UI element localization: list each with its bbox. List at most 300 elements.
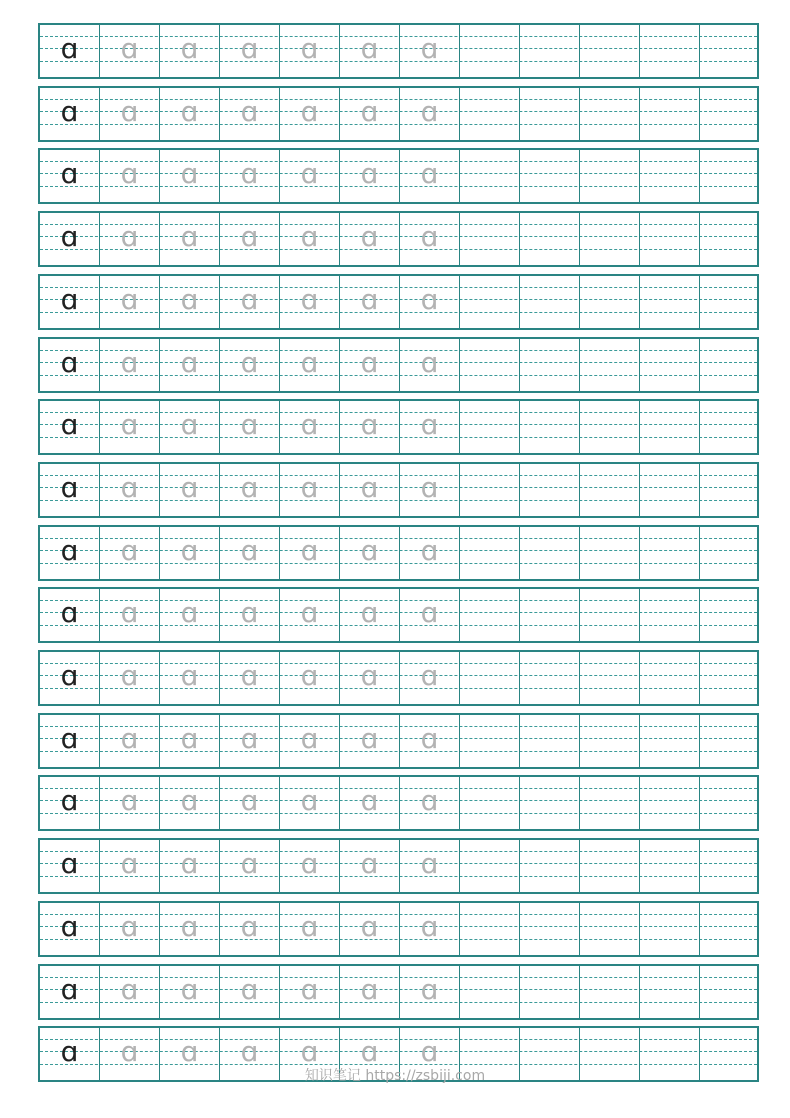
blank-cell: [700, 88, 760, 140]
blank-cell: [700, 903, 760, 955]
trace-letter: ɑ: [420, 346, 439, 379]
footer-watermark: 知识笔记 https://zsbiji.com: [304, 1068, 486, 1084]
trace-letter: ɑ: [120, 95, 139, 128]
trace-cell: [160, 527, 220, 579]
trace-cell: [100, 652, 160, 704]
trace-letter: ɑ: [360, 95, 379, 128]
model-cell: [40, 715, 100, 767]
model-cell: [40, 464, 100, 516]
trace-letter: ɑ: [420, 910, 439, 943]
practice-row: [38, 211, 759, 267]
trace-letter: ɑ: [180, 784, 199, 817]
trace-letter: ɑ: [420, 847, 439, 880]
trace-cell: [160, 589, 220, 641]
trace-cell: [400, 25, 460, 77]
blank-cell: [520, 464, 580, 516]
trace-letter: ɑ: [300, 1035, 319, 1068]
model-letter: ɑ: [60, 408, 79, 441]
trace-cell: [280, 589, 340, 641]
model-cell: [40, 150, 100, 202]
model-letter: ɑ: [60, 784, 79, 817]
blank-cell: [580, 464, 640, 516]
trace-cell: [280, 25, 340, 77]
trace-letter: ɑ: [180, 32, 199, 65]
trace-cell: [220, 903, 280, 955]
trace-cell: [100, 777, 160, 829]
trace-letter: ɑ: [300, 95, 319, 128]
trace-cell: [280, 527, 340, 579]
trace-letter: ɑ: [180, 408, 199, 441]
trace-cell: [220, 652, 280, 704]
blank-cell: [460, 527, 520, 579]
trace-cell: [280, 339, 340, 391]
blank-cell: [700, 966, 760, 1018]
blank-cell: [520, 589, 580, 641]
trace-letter: ɑ: [300, 784, 319, 817]
trace-cell: [400, 150, 460, 202]
trace-letter: ɑ: [240, 847, 259, 880]
practice-row: [38, 23, 759, 79]
trace-cell: [400, 276, 460, 328]
blank-cell: [460, 840, 520, 892]
trace-cell: [340, 276, 400, 328]
blank-cell: [700, 777, 760, 829]
model-cell: [40, 840, 100, 892]
trace-letter: ɑ: [180, 471, 199, 504]
model-letter: ɑ: [60, 910, 79, 943]
trace-cell: [220, 840, 280, 892]
trace-letter: ɑ: [240, 534, 259, 567]
trace-cell: [220, 25, 280, 77]
trace-cell: [400, 840, 460, 892]
trace-cell: [280, 464, 340, 516]
model-cell: [40, 213, 100, 265]
practice-row: [38, 713, 759, 769]
trace-cell: [340, 966, 400, 1018]
trace-cell: [340, 150, 400, 202]
trace-letter: ɑ: [300, 659, 319, 692]
trace-cell: [340, 25, 400, 77]
trace-letter: ɑ: [120, 534, 139, 567]
trace-cell: [280, 401, 340, 453]
practice-row: [38, 399, 759, 455]
trace-letter: ɑ: [420, 471, 439, 504]
trace-letter: ɑ: [420, 534, 439, 567]
trace-cell: [100, 966, 160, 1018]
blank-cell: [640, 966, 700, 1018]
practice-row: [38, 901, 759, 957]
trace-letter: ɑ: [360, 346, 379, 379]
trace-letter: ɑ: [360, 722, 379, 755]
trace-letter: ɑ: [240, 722, 259, 755]
trace-cell: [400, 966, 460, 1018]
trace-cell: [220, 339, 280, 391]
trace-cell: [220, 527, 280, 579]
model-letter: ɑ: [60, 220, 79, 253]
practice-row: [38, 525, 759, 581]
trace-letter: ɑ: [180, 596, 199, 629]
trace-cell: [400, 903, 460, 955]
trace-letter: ɑ: [180, 973, 199, 1006]
trace-letter: ɑ: [360, 32, 379, 65]
trace-letter: ɑ: [180, 910, 199, 943]
model-letter: ɑ: [60, 32, 79, 65]
blank-cell: [700, 652, 760, 704]
trace-letter: ɑ: [420, 32, 439, 65]
trace-letter: ɑ: [240, 659, 259, 692]
trace-letter: ɑ: [420, 220, 439, 253]
blank-cell: [700, 25, 760, 77]
blank-cell: [460, 966, 520, 1018]
blank-cell: [460, 652, 520, 704]
blank-cell: [640, 715, 700, 767]
trace-cell: [400, 213, 460, 265]
blank-cell: [640, 903, 700, 955]
trace-cell: [220, 150, 280, 202]
trace-letter: ɑ: [300, 220, 319, 253]
trace-letter: ɑ: [360, 534, 379, 567]
blank-cell: [580, 589, 640, 641]
trace-cell: [400, 88, 460, 140]
blank-cell: [520, 339, 580, 391]
trace-cell: [100, 527, 160, 579]
blank-cell: [640, 777, 700, 829]
trace-letter: ɑ: [420, 784, 439, 817]
blank-cell: [700, 339, 760, 391]
trace-letter: ɑ: [240, 910, 259, 943]
trace-letter: ɑ: [420, 722, 439, 755]
blank-cell: [460, 150, 520, 202]
trace-cell: [340, 527, 400, 579]
trace-letter: ɑ: [240, 346, 259, 379]
trace-letter: ɑ: [360, 408, 379, 441]
trace-letter: ɑ: [420, 283, 439, 316]
practice-row: [38, 337, 759, 393]
trace-cell: [220, 777, 280, 829]
blank-cell: [520, 777, 580, 829]
trace-cell: [340, 903, 400, 955]
practice-row: [38, 86, 759, 142]
trace-cell: [280, 966, 340, 1018]
model-cell: [40, 339, 100, 391]
model-cell: [40, 401, 100, 453]
trace-cell: [220, 966, 280, 1018]
trace-cell: [100, 213, 160, 265]
trace-cell: [160, 150, 220, 202]
blank-cell: [700, 276, 760, 328]
trace-letter: ɑ: [240, 596, 259, 629]
blank-cell: [460, 777, 520, 829]
blank-cell: [460, 88, 520, 140]
trace-letter: ɑ: [120, 973, 139, 1006]
trace-letter: ɑ: [300, 534, 319, 567]
trace-letter: ɑ: [120, 32, 139, 65]
trace-letter: ɑ: [240, 95, 259, 128]
trace-letter: ɑ: [240, 471, 259, 504]
trace-cell: [400, 589, 460, 641]
trace-letter: ɑ: [300, 32, 319, 65]
trace-letter: ɑ: [180, 220, 199, 253]
trace-cell: [280, 777, 340, 829]
trace-letter: ɑ: [240, 157, 259, 190]
blank-cell: [640, 150, 700, 202]
trace-cell: [400, 401, 460, 453]
trace-cell: [340, 464, 400, 516]
blank-cell: [520, 213, 580, 265]
trace-letter: ɑ: [420, 973, 439, 1006]
blank-cell: [460, 589, 520, 641]
trace-letter: ɑ: [120, 722, 139, 755]
model-letter: ɑ: [60, 847, 79, 880]
model-letter: ɑ: [60, 659, 79, 692]
trace-letter: ɑ: [420, 95, 439, 128]
blank-cell: [580, 25, 640, 77]
trace-letter: ɑ: [120, 784, 139, 817]
trace-letter: ɑ: [360, 659, 379, 692]
trace-letter: ɑ: [240, 408, 259, 441]
practice-row: [38, 148, 759, 204]
trace-letter: ɑ: [180, 95, 199, 128]
trace-cell: [400, 777, 460, 829]
practice-row: [38, 838, 759, 894]
trace-cell: [160, 401, 220, 453]
model-letter: ɑ: [60, 596, 79, 629]
trace-cell: [160, 339, 220, 391]
blank-cell: [580, 903, 640, 955]
trace-letter: ɑ: [120, 1035, 139, 1068]
trace-letter: ɑ: [420, 408, 439, 441]
blank-cell: [460, 339, 520, 391]
trace-cell: [100, 88, 160, 140]
trace-cell: [400, 339, 460, 391]
blank-cell: [460, 715, 520, 767]
trace-letter: ɑ: [120, 910, 139, 943]
blank-cell: [640, 840, 700, 892]
practice-row: [38, 462, 759, 518]
trace-letter: ɑ: [360, 973, 379, 1006]
trace-cell: [280, 150, 340, 202]
trace-cell: [220, 213, 280, 265]
blank-cell: [640, 527, 700, 579]
trace-letter: ɑ: [180, 722, 199, 755]
blank-cell: [520, 840, 580, 892]
trace-cell: [280, 213, 340, 265]
trace-cell: [220, 464, 280, 516]
trace-letter: ɑ: [300, 910, 319, 943]
blank-cell: [460, 401, 520, 453]
trace-letter: ɑ: [300, 722, 319, 755]
model-cell: [40, 777, 100, 829]
trace-letter: ɑ: [420, 1035, 439, 1068]
trace-letter: ɑ: [240, 283, 259, 316]
blank-cell: [520, 88, 580, 140]
blank-cell: [700, 401, 760, 453]
trace-letter: ɑ: [120, 283, 139, 316]
trace-letter: ɑ: [180, 157, 199, 190]
trace-cell: [160, 464, 220, 516]
trace-letter: ɑ: [180, 1035, 199, 1068]
trace-cell: [340, 88, 400, 140]
trace-cell: [340, 652, 400, 704]
blank-cell: [520, 527, 580, 579]
trace-cell: [220, 589, 280, 641]
trace-letter: ɑ: [120, 408, 139, 441]
blank-cell: [640, 589, 700, 641]
practice-row: [38, 775, 759, 831]
trace-letter: ɑ: [120, 471, 139, 504]
trace-letter: ɑ: [180, 346, 199, 379]
practice-row: [38, 587, 759, 643]
trace-letter: ɑ: [300, 157, 319, 190]
blank-cell: [700, 464, 760, 516]
blank-cell: [640, 213, 700, 265]
trace-cell: [220, 88, 280, 140]
model-letter: ɑ: [60, 722, 79, 755]
model-letter: ɑ: [60, 283, 79, 316]
trace-cell: [160, 213, 220, 265]
trace-cell: [100, 276, 160, 328]
trace-cell: [100, 903, 160, 955]
blank-cell: [700, 213, 760, 265]
trace-cell: [280, 840, 340, 892]
blank-cell: [520, 150, 580, 202]
practice-row: [38, 274, 759, 330]
blank-cell: [580, 339, 640, 391]
trace-letter: ɑ: [240, 1035, 259, 1068]
trace-cell: [100, 715, 160, 767]
trace-cell: [280, 652, 340, 704]
trace-letter: ɑ: [420, 659, 439, 692]
blank-cell: [580, 966, 640, 1018]
trace-letter: ɑ: [120, 157, 139, 190]
trace-letter: ɑ: [360, 784, 379, 817]
model-letter: ɑ: [60, 471, 79, 504]
trace-letter: ɑ: [240, 220, 259, 253]
blank-cell: [700, 840, 760, 892]
blank-cell: [700, 527, 760, 579]
blank-cell: [580, 401, 640, 453]
blank-cell: [700, 589, 760, 641]
blank-cell: [640, 652, 700, 704]
trace-cell: [400, 715, 460, 767]
trace-cell: [160, 966, 220, 1018]
trace-letter: ɑ: [360, 1035, 379, 1068]
trace-cell: [220, 715, 280, 767]
trace-letter: ɑ: [300, 847, 319, 880]
trace-cell: [280, 903, 340, 955]
trace-letter: ɑ: [180, 847, 199, 880]
blank-cell: [700, 715, 760, 767]
blank-cell: [640, 25, 700, 77]
practice-row: [38, 650, 759, 706]
trace-cell: [160, 903, 220, 955]
trace-letter: ɑ: [420, 157, 439, 190]
blank-cell: [460, 464, 520, 516]
blank-cell: [520, 276, 580, 328]
model-cell: [40, 903, 100, 955]
trace-cell: [340, 339, 400, 391]
blank-cell: [580, 527, 640, 579]
model-cell: [40, 527, 100, 579]
blank-cell: [520, 652, 580, 704]
blank-cell: [580, 652, 640, 704]
trace-letter: ɑ: [240, 784, 259, 817]
blank-cell: [460, 903, 520, 955]
trace-letter: ɑ: [300, 346, 319, 379]
trace-cell: [160, 715, 220, 767]
trace-letter: ɑ: [240, 32, 259, 65]
trace-letter: ɑ: [120, 220, 139, 253]
trace-cell: [340, 589, 400, 641]
blank-cell: [520, 25, 580, 77]
blank-cell: [460, 276, 520, 328]
model-letter: ɑ: [60, 157, 79, 190]
trace-cell: [280, 715, 340, 767]
trace-cell: [160, 25, 220, 77]
blank-cell: [640, 401, 700, 453]
trace-letter: ɑ: [360, 471, 379, 504]
blank-cell: [640, 276, 700, 328]
trace-cell: [340, 715, 400, 767]
trace-letter: ɑ: [300, 471, 319, 504]
blank-cell: [520, 966, 580, 1018]
blank-cell: [460, 213, 520, 265]
trace-letter: ɑ: [360, 910, 379, 943]
blank-cell: [520, 715, 580, 767]
trace-cell: [400, 652, 460, 704]
blank-cell: [700, 150, 760, 202]
trace-letter: ɑ: [300, 596, 319, 629]
trace-cell: [100, 150, 160, 202]
blank-cell: [580, 777, 640, 829]
trace-cell: [100, 25, 160, 77]
trace-letter: ɑ: [360, 596, 379, 629]
trace-cell: [160, 840, 220, 892]
trace-letter: ɑ: [300, 973, 319, 1006]
trace-cell: [220, 401, 280, 453]
trace-cell: [100, 840, 160, 892]
blank-cell: [520, 401, 580, 453]
model-cell: [40, 88, 100, 140]
trace-cell: [280, 88, 340, 140]
trace-cell: [220, 276, 280, 328]
trace-cell: [400, 527, 460, 579]
model-cell: [40, 652, 100, 704]
model-letter: ɑ: [60, 95, 79, 128]
trace-cell: [340, 213, 400, 265]
model-letter: ɑ: [60, 534, 79, 567]
trace-cell: [160, 88, 220, 140]
model-letter: ɑ: [60, 1035, 79, 1068]
blank-cell: [460, 25, 520, 77]
trace-cell: [100, 464, 160, 516]
trace-cell: [100, 401, 160, 453]
trace-letter: ɑ: [120, 596, 139, 629]
blank-cell: [580, 276, 640, 328]
trace-cell: [160, 276, 220, 328]
model-letter: ɑ: [60, 346, 79, 379]
trace-letter: ɑ: [300, 408, 319, 441]
blank-cell: [580, 840, 640, 892]
trace-cell: [100, 339, 160, 391]
trace-letter: ɑ: [120, 346, 139, 379]
trace-letter: ɑ: [360, 220, 379, 253]
blank-cell: [640, 339, 700, 391]
blank-cell: [520, 903, 580, 955]
practice-row: [38, 964, 759, 1020]
trace-letter: ɑ: [360, 847, 379, 880]
trace-letter: ɑ: [180, 534, 199, 567]
